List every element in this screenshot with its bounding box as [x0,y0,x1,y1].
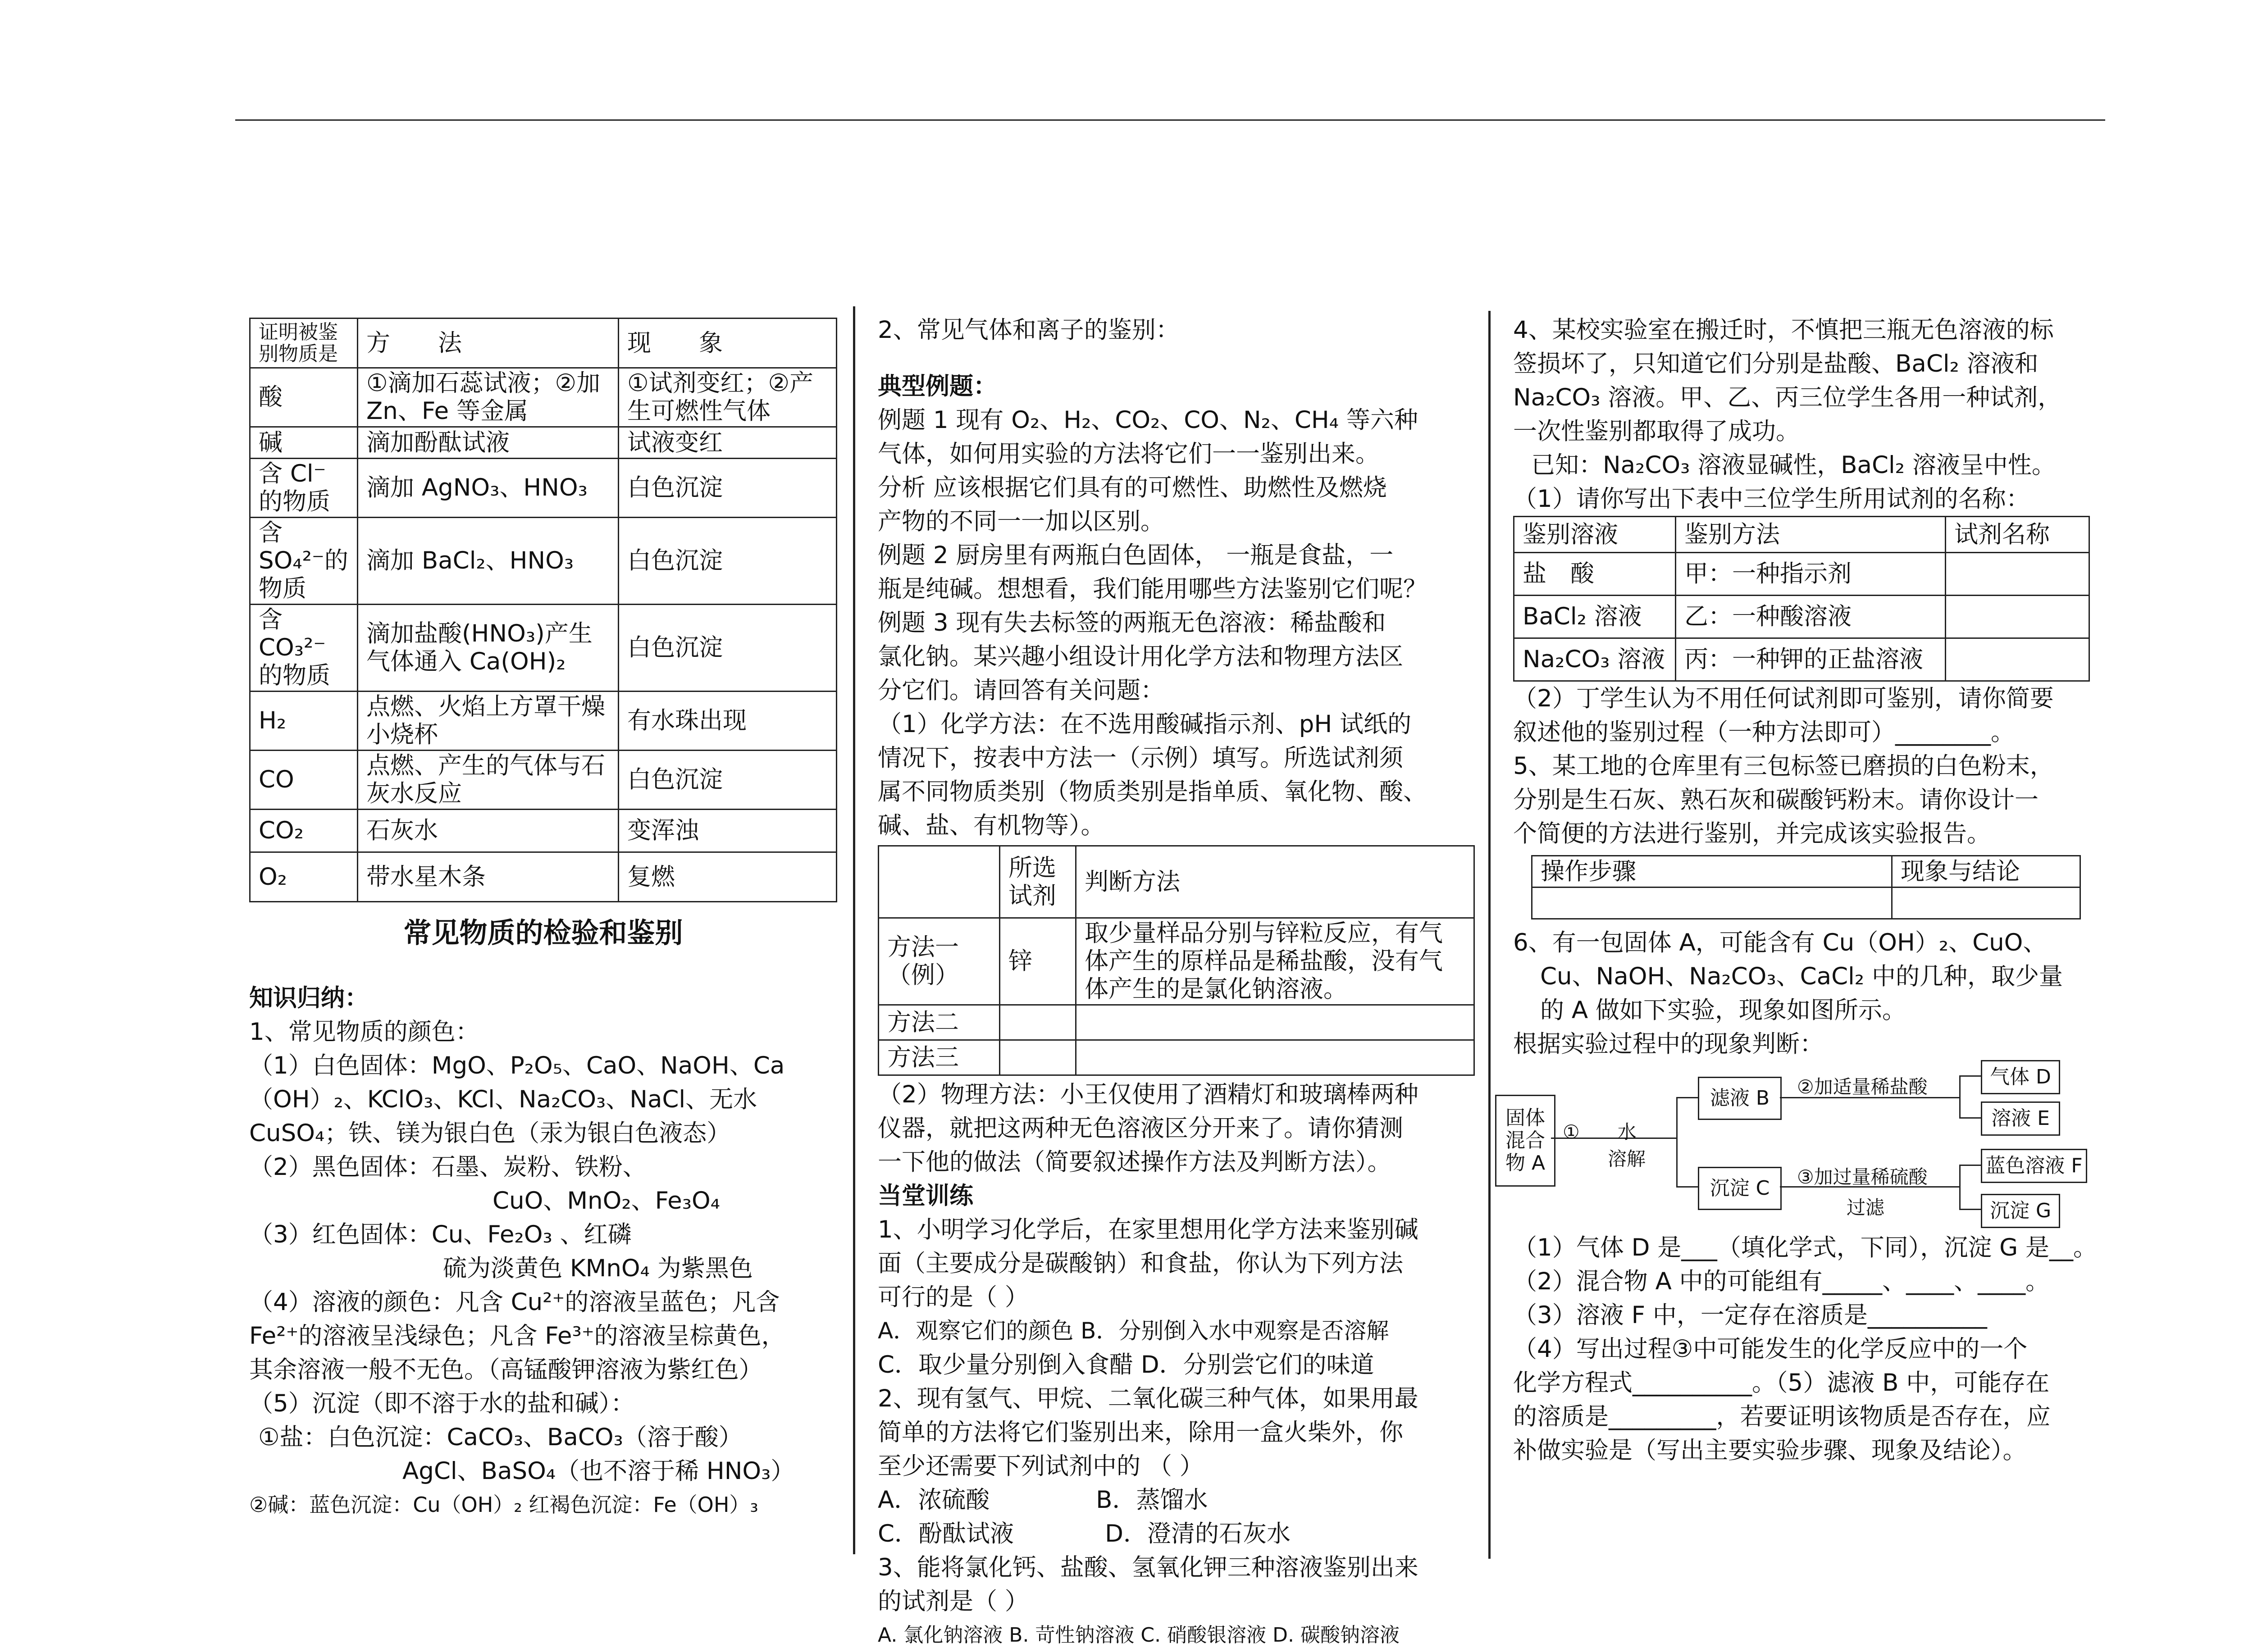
text-line: 叙述他的鉴别过程（一种方法即可）________。 [1513,719,2015,746]
table-cell: 变浑浊 [619,810,837,852]
text-line: （4）写出过程③中可能发生的化学反应中的一个 [1513,1335,2028,1363]
flow-line [1959,1165,1961,1210]
text-line: 补做实验是（写出主要实验步骤、现象及结论）。 [1513,1437,2027,1464]
text-line: 例题 3 现有失去标签的两瓶无色溶液：稀盐酸和 [878,609,1386,637]
table-header: 现象与结论 [1892,856,2080,887]
text-line: A．浓硫酸 B．蒸馏水 [878,1486,1208,1514]
table-cell: 点燃、产生的气体与石灰水反应 [358,751,619,810]
text-line: 1、小明学习化学后，在家里想用化学方法来鉴别碱 [878,1216,1418,1243]
table-cell: ①滴加石蕊试液；②加Zn、Fe 等金属 [358,368,619,427]
table-cell: 滴加酚酞试液 [358,427,619,459]
text-line: 属不同物质类别（物质类别是指单质、氧化物、酸、 [878,778,1427,806]
table-cell: 乙：一种酸溶液 [1676,596,1946,638]
text-line: 气体，如何用实验的方法将它们一一鉴别出来。 [878,440,1379,468]
table-cell: 取少量样品分别与锌粒反应，有气体产生的原样品是稀盐酸，没有气体产生的是氯化钠溶液。 [1076,918,1474,1005]
right-column [1505,313,2112,1467]
method-table [878,845,1475,1076]
flow-line [1676,1097,1678,1187]
text-line: 氯化钠。某兴趣小组设计用化学方法和物理方法区 [878,643,1403,670]
table-header: 所选试剂 [1000,846,1076,918]
table-header [879,846,1000,918]
flow-box-solution-e: 溶液 E [1981,1101,2060,1136]
answer-cell[interactable] [1000,1040,1076,1075]
text-line: （OH）₂、KClO₃、KCl、Na₂CO₃、NaCl、无水 [249,1086,757,1113]
text-line: A. 氯化钠溶液 B. 苛性钠溶液 C. 硝酸银溶液 D. 碳酸钠溶液 [878,1624,1400,1647]
text-line: （2）丁学生认为不用任何试剂即可鉴别，请你简要 [1513,685,2054,712]
report-table [1531,855,2081,919]
text-line: CuSO₄；铁、镁为银白色（汞为银白色液态） [249,1120,731,1147]
table-cell: 石灰水 [358,810,619,852]
table-cell: 白色沉淀 [619,459,837,518]
flow-box-precipitate-g: 沉淀 G [1981,1194,2060,1228]
text-line: 的试剂是（ ） [878,1588,1029,1615]
text-line: 瓶是纯碱。想想看，我们能用哪些方法鉴别它们呢？ [878,575,1427,603]
table-cell: 有水珠出现 [619,692,837,751]
table-cell: 方法一（例） [879,918,1000,1005]
text-line: 的 A 做如下实验，现象如图所示。 [1540,997,1906,1024]
text-line: CuO、MnO₂、Fe₃O₄ [493,1187,721,1215]
text-line: （1）请你写出下表中三位学生所用试剂的名称： [1513,485,2030,513]
text-line: 5、某工地的仓库里有三包标签已磨损的白色粉末， [1513,752,2054,780]
text-line: 1、常见物质的颜色： [249,1018,479,1046]
answer-cell[interactable] [1532,887,1892,919]
left-column [249,318,837,1522]
text-line: 3、能将氯化钙、盐酸、氢氧化钾三种溶液鉴别出来 [878,1554,1418,1581]
answer-cell[interactable] [1946,553,2089,596]
flow-line [1959,1075,1961,1118]
text-line: Cu、NaOH、Na₂CO₃、CaCl₂ 中的几种，取少量 [1540,963,2063,990]
answer-cell[interactable] [1076,1040,1474,1075]
flow-line [1959,1117,1982,1119]
text-line: 分它们。请回答有关问题： [878,677,1164,704]
text-line: 分析 应该根据它们具有的可燃性、助燃性及燃烧 [878,474,1387,501]
table-cell: 甲：一种指示剂 [1676,553,1946,596]
text-line: 硫为淡黄色 KMnO₄ 为紫黑色 [443,1255,753,1282]
table-cell: 含 CO₃²⁻的物质 [250,605,358,692]
flow-line [1676,1097,1699,1098]
table-cell: CO [250,751,358,810]
table-cell: 带水星木条 [358,852,619,902]
text-line: 已知：Na₂CO₃ 溶液显碱性，BaCl₂ 溶液呈中性。 [1531,451,2056,479]
table-cell: ①试剂变红；②产生可燃性气体 [619,368,837,427]
text-line: 一次性鉴别都取得了成功。 [1513,418,1800,445]
table-header: 现 象 [619,319,837,368]
text-line: 碱、盐、有机物等）。 [878,812,1105,839]
text-line: C．取少量分别倒入食醋 D．分别尝它们的味道 [878,1351,1374,1379]
table-cell: 点燃、火焰上方罩干燥小烧杯 [358,692,619,751]
section-heading: 典型例题： [878,373,997,400]
table-header: 试剂名称 [1946,517,2089,553]
table-cell: 白色沉淀 [619,518,837,605]
text-line: （2）混合物 A 中的可能组有_____、____、____。 [1513,1268,2050,1295]
text-line: 可行的是（ ） [878,1283,1029,1311]
text-line: 一下他的做法（简要叙述操作方法及判断方法）。 [878,1148,1391,1176]
text-line: A．观察它们的颜色 B．分别倒入水中观察是否溶解 [878,1318,1389,1344]
text-line: ①盐：白色沉淀：CaCO₃、BaCO₃（溶于酸） [258,1424,743,1451]
text-line: （1）化学方法：在不选用酸碱指示剂、pH 试纸的 [878,710,1412,738]
middle-column [878,313,1477,1652]
text-line: （2）黑色固体：石墨、炭粉、铁粉、 [249,1153,647,1181]
text-line: 2、现有氢气、甲烷、二氧化碳三种气体，如果用最 [878,1385,1418,1412]
identification-table [249,318,837,902]
text-line: （3）溶液 F 中，一定存在溶质是__________ [1513,1302,1987,1329]
flow-label-step1-sub: 溶解 [1608,1148,1646,1170]
table-header: 鉴别溶液 [1514,517,1676,553]
text-line: 至少还需要下列试剂中的 （ ） [878,1452,1204,1480]
flow-label-step1: ① 水 [1563,1121,1637,1143]
flow-box-solid-a: 固体混合物 A [1495,1095,1555,1187]
text-line: 6、有一包固体 A，可能含有 Cu（OH）₂、CuO、 [1513,929,2047,956]
table-cell: 试液变红 [619,427,837,459]
table-cell: O₂ [250,852,358,902]
text-line: ②碱：蓝色沉淀：Cu（OH）₂ 红褐色沉淀：Fe（OH）₃ [249,1493,758,1517]
table-cell: 方法三 [879,1040,1000,1075]
table-cell: 碱 [250,427,358,459]
answer-cell[interactable] [1892,887,2080,919]
header-rule [235,119,2105,121]
table-cell: 盐 酸 [1514,553,1676,596]
table-cell: 复燃 [619,852,837,902]
table-cell: H₂ [250,692,358,751]
table-cell: 滴加盐酸(HNO₃)产生气体通入 Ca(OH)₂ [358,605,619,692]
text-line: （4）溶液的颜色：凡含 Cu²⁺的溶液呈蓝色；凡含 [249,1288,780,1316]
table-cell: 方法二 [879,1005,1000,1040]
table-cell: 酸 [250,368,358,427]
flow-box-filtrate-b: 滤液 B [1698,1077,1782,1120]
answer-cell[interactable] [1946,596,2089,638]
flow-box-gas-d: 气体 D [1981,1060,2060,1094]
flow-line [1676,1186,1699,1188]
table-cell: 锌 [1000,918,1076,1005]
table-cell: 白色沉淀 [619,751,837,810]
text-line: 其余溶液一般不无色。（高锰酸钾溶液为紫红色） [249,1356,763,1383]
reagent-table [1513,516,2090,682]
table-header: 鉴别方法 [1676,517,1946,553]
text-line: （1）气体 D 是___（填化学式，下同），沉淀 G 是__。 [1513,1234,2097,1261]
table-cell: 含 Cl⁻的物质 [250,459,358,518]
text-line: （2）物理方法：小王仅使用了酒精灯和玻璃棒两种 [878,1081,1418,1108]
table-header: 方 法 [358,319,619,368]
text-line: Fe²⁺的溶液呈浅绿色；凡含 Fe³⁺的溶液呈棕黄色， [249,1322,785,1350]
text-line: 分别是生石灰、熟石灰和碳酸钙粉末。请你设计一 [1513,786,2039,814]
flow-label-step3: ③加过量稀硫酸 [1797,1166,1928,1188]
flow-line [1959,1209,1982,1210]
text-line: 化学方程式__________。（5）滤液 B 中，可能存在 [1513,1369,2050,1397]
text-line: 签损坏了，只知道它们分别是盐酸、BaCl₂ 溶液和 [1513,350,2039,378]
table-cell: 丙：一种钾的正盐溶液 [1676,638,1946,681]
answer-cell[interactable] [1076,1005,1474,1040]
table-header: 操作步骤 [1532,856,1892,887]
text-line: 简单的方法将它们鉴别出来，除用一盒火柴外，你 [878,1419,1403,1446]
table-cell: 滴加 AgNO₃、HNO₃ [358,459,619,518]
column-divider-left [853,306,855,1554]
text-line: （5）沉淀（即不溶于水的盐和碱）： [249,1390,635,1417]
text-line: AgCl、BaSO₄（也不溶于稀 HNO₃） [402,1457,795,1485]
text-line: 的溶质是_________，若要证明该物质是否存在，应 [1513,1403,2051,1430]
page-title: 常见物质的检验和鉴别 [403,916,683,949]
text-line: 情况下，按表中方法一（示例）填写。所选试剂须 [878,744,1403,772]
text-line: C．酚酞试液 D．澄清的石灰水 [878,1520,1291,1547]
text-line: 根据实验过程中的现象判断： [1513,1030,1824,1058]
flow-label-step2: ②加适量稀盐酸 [1797,1076,1928,1098]
column-divider-right [1488,311,1491,1559]
section-heading: 知识归纳： [249,984,369,1012]
text-line: （3）红色固体：Cu、Fe₂O₃ 、红磷 [249,1221,632,1248]
answer-cell[interactable] [1000,1005,1076,1040]
text-line: 4、某校实验室在搬迁时，不慎把三瓶无色溶液的标 [1513,316,2054,344]
text-line: 个简便的方法进行鉴别，并完成该实验报告。 [1513,820,1991,847]
table-cell: 含 SO₄²⁻的物质 [250,518,358,605]
text-line: Na₂CO₃ 溶液。甲、乙、丙三位学生各用一种试剂， [1513,384,2062,411]
table-cell: Na₂CO₃ 溶液 [1514,638,1676,681]
table-cell: 白色沉淀 [619,605,837,692]
flow-box-solution-f: 蓝色溶液 F [1981,1149,2087,1183]
text-line: 2、常见气体和离子的鉴别： [878,316,1180,344]
flow-label-step3-sub: 过滤 [1847,1197,1885,1219]
table-cell: CO₂ [250,810,358,852]
section-heading: 当堂训练 [878,1182,973,1210]
flow-line [1959,1075,1982,1077]
text-line: （1）白色固体：MgO、P₂O₅、CaO、NaOH、Ca [249,1052,785,1079]
flow-line [1959,1165,1982,1166]
text-line: 面（主要成分是碳酸钠）和食盐，你认为下列方法 [878,1250,1403,1277]
text-line: 仪器，就把这两种无色溶液区分开来了。请你猜测 [878,1115,1403,1142]
table-header: 证明被鉴别物质是 [250,319,358,368]
answer-cell[interactable] [1946,638,2089,681]
flow-box-precipitate-c: 沉淀 C [1698,1167,1782,1210]
table-cell: 滴加 BaCl₂、HNO₃ [358,518,619,605]
table-cell: BaCl₂ 溶液 [1514,596,1676,638]
experiment-flow-diagram [1505,1065,2112,1234]
table-header: 判断方法 [1076,846,1474,918]
text-line: 产物的不同一一加以区别。 [878,508,1164,535]
text-line: 例题 2 厨房里有两瓶白色固体， 一瓶是食盐，一 [878,542,1394,569]
text-line: 例题 1 现有 O₂、H₂、CO₂、CO、N₂、CH₄ 等六种 [878,406,1418,434]
